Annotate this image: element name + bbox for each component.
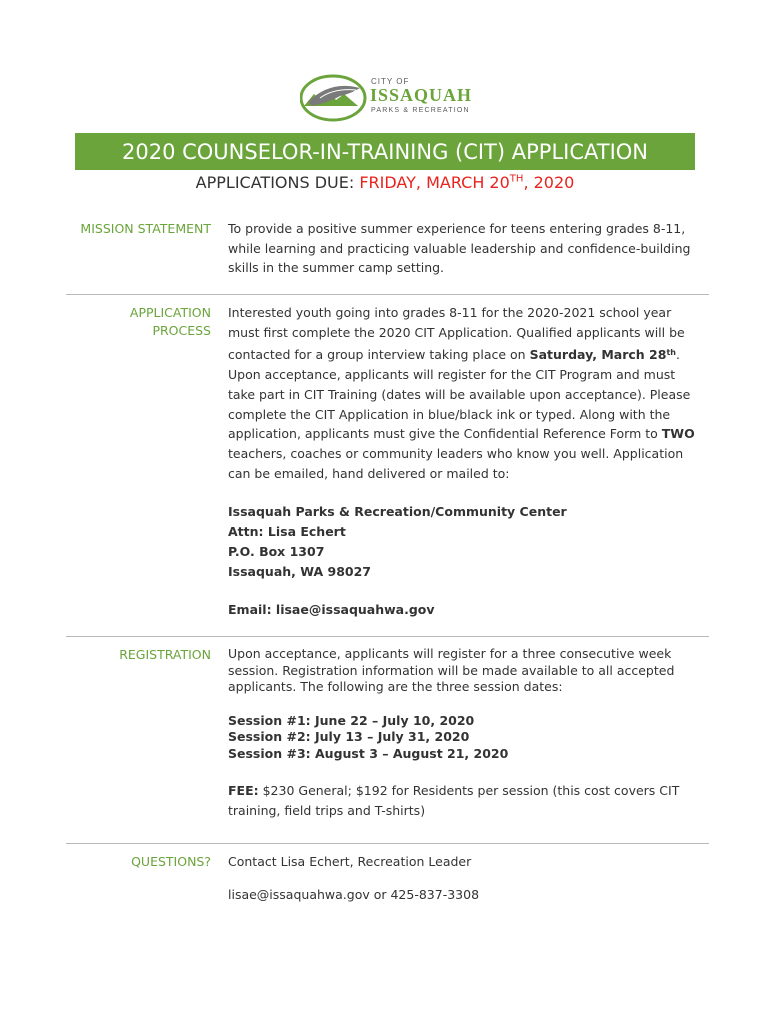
logo-city-text: CITY OF <box>371 77 410 86</box>
session-list <box>228 713 698 763</box>
interview-date: Saturday, March 28 <box>529 347 667 363</box>
due-date-main: FRIDAY, MARCH 20 <box>359 173 510 192</box>
process-text-a: Interested youth going into grades 8-11 for the 2020-2021 school year must first complete the 2020 CIT Application. Qualified applicants will be contacted for a group interview taking place on <box>228 305 685 363</box>
contact-name: Contact Lisa Echert, Recreation Leader <box>228 854 472 869</box>
session-item: Session #2: July 13 – July 31, 2020 <box>228 729 470 744</box>
due-date-line <box>0 173 770 192</box>
address-line: Issaquah, WA 98027 <box>228 563 371 579</box>
process-label <box>61 304 211 340</box>
page-title: 2020 COUNSELOR-IN-TRAINING (CIT) APPLICATION <box>121 139 648 164</box>
mission-text <box>228 219 698 278</box>
issaquah-logo <box>300 72 475 122</box>
logo-sub-text: PARKS & RECREATION <box>371 107 470 114</box>
divider <box>66 843 709 844</box>
session-item: Session #3: August 3 – August 21, 2020 <box>228 745 509 761</box>
process-label-line1: APPLICATION <box>129 305 211 320</box>
divider <box>66 294 709 295</box>
process-content <box>228 303 698 620</box>
process-paragraph <box>228 303 698 483</box>
logo-name-text: ISSAQUAH <box>370 85 473 105</box>
interview-date-suffix: th <box>666 347 676 357</box>
contact-info[interactable]: lisae@issaquahwa.gov or 425-837-3308 <box>228 886 480 902</box>
two-emphasis: TWO <box>661 426 695 442</box>
fee-line <box>228 781 698 820</box>
due-date <box>359 173 574 192</box>
address-line: P.O. Box 1307 <box>228 543 325 559</box>
address-line: Attn: Lisa Echert <box>228 524 346 540</box>
due-date-year: , 2020 <box>523 173 575 192</box>
fee-label: FEE: <box>228 783 259 798</box>
fish-logo-icon <box>300 72 370 122</box>
session-item: Session #1: June 22 – July 10, 2020 <box>228 712 475 728</box>
process-text-b: . Upon acceptance, applicants will register for the CIT Program and must take part in CIT Training (dates will be available upon acceptance). Please complete the CIT Application in blue/black ink or typed. Along with the application, applicants must give the Confidential Reference Form to <box>228 347 691 442</box>
contact-email[interactable]: Email: lisae@issaquahwa.gov <box>228 602 435 618</box>
process-text-c: teachers, coaches or community leaders who know you well. Application can be emailed, hand delivered or mailed to: <box>228 446 684 481</box>
questions-content <box>228 852 698 904</box>
mailing-address <box>228 502 698 581</box>
registration-paragraph: Upon acceptance, applicants will register for a three consecutive week session. Registration information will be made available to all accepted applicants. The following are the three session dates: <box>228 646 675 694</box>
address-line: Issaquah Parks & Recreation/Community Center <box>228 504 567 520</box>
due-label: APPLICATIONS DUE: <box>195 173 355 192</box>
title-banner <box>75 133 695 170</box>
process-label-line2: PROCESS <box>152 323 211 338</box>
mission-label: MISSION STATEMENT <box>80 221 211 236</box>
fee-text: $230 General; $192 for Residents per session (this cost covers CIT training, field trips and T-shirts) <box>228 783 680 818</box>
questions-label: QUESTIONS? <box>131 854 211 869</box>
divider <box>66 636 709 637</box>
registration-content <box>228 646 698 820</box>
mission-paragraph: To provide a positive summer experience for teens entering grades 8-11, while learning and practicing valuable leadership and confidence-building skills in the summer camp setting. <box>228 221 691 276</box>
registration-label: REGISTRATION <box>119 647 211 662</box>
due-date-suffix: TH <box>509 173 524 185</box>
